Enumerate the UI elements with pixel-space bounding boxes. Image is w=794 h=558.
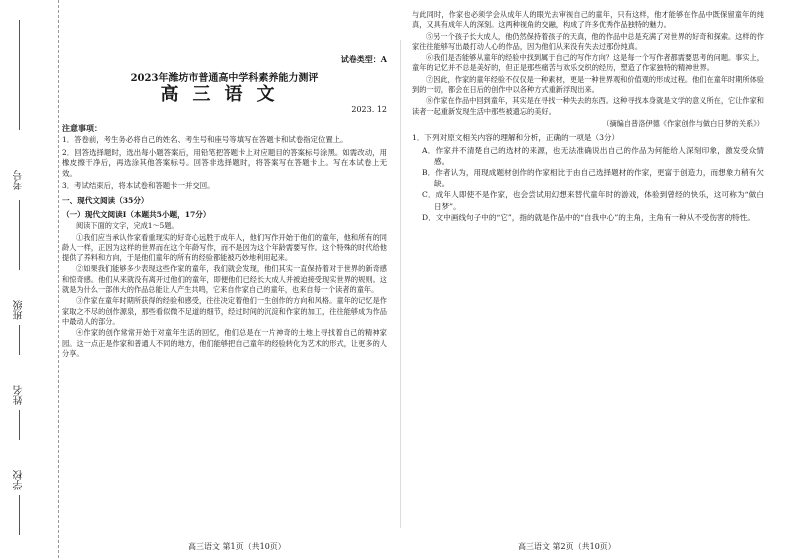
margin-rule bbox=[19, 325, 20, 355]
option-b: B．作者认为，用现成题材创作的作家相比于由自己选择题材的作家，更富于创造力，而想象力稍有欠缺。 bbox=[422, 167, 764, 189]
page-divider bbox=[400, 40, 401, 528]
section-instruction: 阅读下面的文字，完成1～5题。 bbox=[76, 221, 179, 231]
option-d: D．文中画线句子中的“它”，指的就是作品中的“自我中心”的主角，主角有一种从不受伤害的特性。 bbox=[422, 212, 755, 222]
option-a: A．作家并不清楚自己的选材的来源，也无法准确说出自己的作品为何能给人深刻印象，激发受众情感。 bbox=[422, 145, 764, 166]
option-c: C．成年人即使不是作家，也会尝试用幻想来替代童年时的游戏，体验到曾经的快乐，这可称为“做白日梦”。 bbox=[422, 190, 764, 211]
passage-paragraph: ⑤另一个孩子长大成人，他仍然保持着孩子的天真，他的作品中总是充满了对世界的好奇和探索。这样的作家往往能够写出最打动人心的作品，因为他们从来没有失去过那份纯真。 bbox=[412, 31, 764, 51]
margin-rule bbox=[19, 410, 20, 440]
section-title: 一、现代文阅读（35分） bbox=[62, 195, 149, 205]
passage-paragraph: ③作家在童年时期所获得的经验和感受，往往决定着他们一生创作的方向和风格。童年的记忆是作家取之不尽的创作源泉，那些看似微不足道的细节，经过时间的沉淀和作家的加工，往往能够成为作品中最动人的部分。 bbox=[62, 296, 387, 326]
margin-rule bbox=[19, 200, 20, 270]
exam-title: 高三语文 bbox=[160, 84, 289, 106]
passage-paragraph: ①我们应当承认作家看重现实的好奇心远胜于成年人，他们写作开始于他们的童年，他和所有的同龄人一样，正因为这样的世界而在这个年龄写作，而不是因为这个年龄需要写作。这个特殊的时代给他提供了养料和方向，于是他们童年的所有的经验都能被巧妙地利用起来。 bbox=[62, 232, 387, 263]
exam-date: 2023. 12 bbox=[351, 104, 387, 114]
page-footer-right: 高三语文 第2页（共10页） bbox=[518, 542, 616, 551]
margin-rule bbox=[19, 495, 20, 535]
passage-paragraph: ⑧作家在作品中回到童年，其实是在寻找一种失去的东西。这种寻找本身就是文学的意义所在，它让作家和读者一起重新发现生活中那些被遗忘的美好。 bbox=[412, 96, 764, 116]
notice-block bbox=[62, 123, 387, 192]
question-stem: 1．下列对原文相关内容的理解和分析，正确的一项是（3分） bbox=[412, 133, 620, 143]
notice-item: 1．答卷前，考生务必将自己的姓名、考生号和座号等填写在答题卡和试卷指定位置上。 bbox=[62, 135, 348, 145]
question-1 bbox=[412, 133, 764, 223]
exam-subtitle: 2023年潍坊市普通高中学科素养能力测评 bbox=[130, 73, 319, 84]
passage-paragraph: 与此同时，作家也必须学会从成年人的眼光去审视自己的童年，只有这样，他才能够在作品中既保留童年的纯真，又具有成年人的深刻。这两种视角的交融，构成了许多优秀作品独特的魅力。 bbox=[412, 10, 764, 30]
passage-source: （摘编自普洛伊德《作家创作与做白日梦的关系》） bbox=[602, 118, 764, 128]
section-subtitle: （一）现代文阅读Ⅰ（本题共5小题，17分） bbox=[62, 209, 211, 219]
page-two bbox=[412, 10, 764, 223]
page-one bbox=[62, 54, 387, 360]
notice-item: 2．回答选择题时，选出每小题答案后，用铅笔把答题卡上对应题目的答案标号涂黑。如需改动，用橡皮擦干净后，再选涂其他答案标号。回答非选择题时，将答案写在答题卡上。写在本试卷上无效。 bbox=[62, 147, 387, 178]
passage-paragraph: ②如果我们能够多少表现这些作家的童年，我们就会发现，他们其实一直保持着对于世界的新奇感和惊奇感。他们从来就没有离开过他们的童年，即便他们已经长大成人并被迫接受现实世界的规则。这就是为什么一部伟大的作品总能让人产生共鸣，它来自作家自己的童年，也来自每一个读者的童年。 bbox=[62, 264, 387, 295]
passage-paragraph: ④作家的创作常常开始于对童年生活的回忆，他们总是在一片神奇的土地上寻找着自己的精神家园。这一点正是作家和普通人不同的地方，他们能够把自己童年的经验转化为艺术的形式，让更多的人分享。 bbox=[62, 328, 387, 358]
margin-rule bbox=[19, 20, 20, 130]
margin-label-xuexiao: 学校 bbox=[14, 470, 25, 490]
notice-title: 注意事项： bbox=[62, 122, 102, 133]
passage-paragraph: ⑦因此，作家的童年经验不仅仅是一种素材，更是一种世界观和价值观的形成过程。他们在童年时期所体验到的一切，都会在日后的创作中以各种方式重新浮现出来。 bbox=[412, 74, 764, 95]
margin-label-xingming: 姓名 bbox=[14, 385, 25, 405]
notice-item: 3．考试结束后，将本试卷和答题卡一并交回。 bbox=[62, 181, 215, 191]
margin-label-kaohao: 考号 bbox=[14, 170, 25, 190]
paper-type: 试卷类型：A bbox=[340, 54, 387, 64]
margin-label-banji: 班级 bbox=[14, 300, 25, 320]
passage-paragraph: ⑥我们是否能够从童年的经验中找到属于自己的写作方向？这是每一个写作者都需要思考的问题。事实上，童年的记忆并不总是美好的，但正是那些痛苦与欢乐交织的经历，塑造了作家独特的精神世界。 bbox=[412, 53, 764, 73]
binding-margin bbox=[0, 0, 59, 558]
page-footer-left: 高三语文 第1页（共10页） bbox=[188, 542, 286, 551]
